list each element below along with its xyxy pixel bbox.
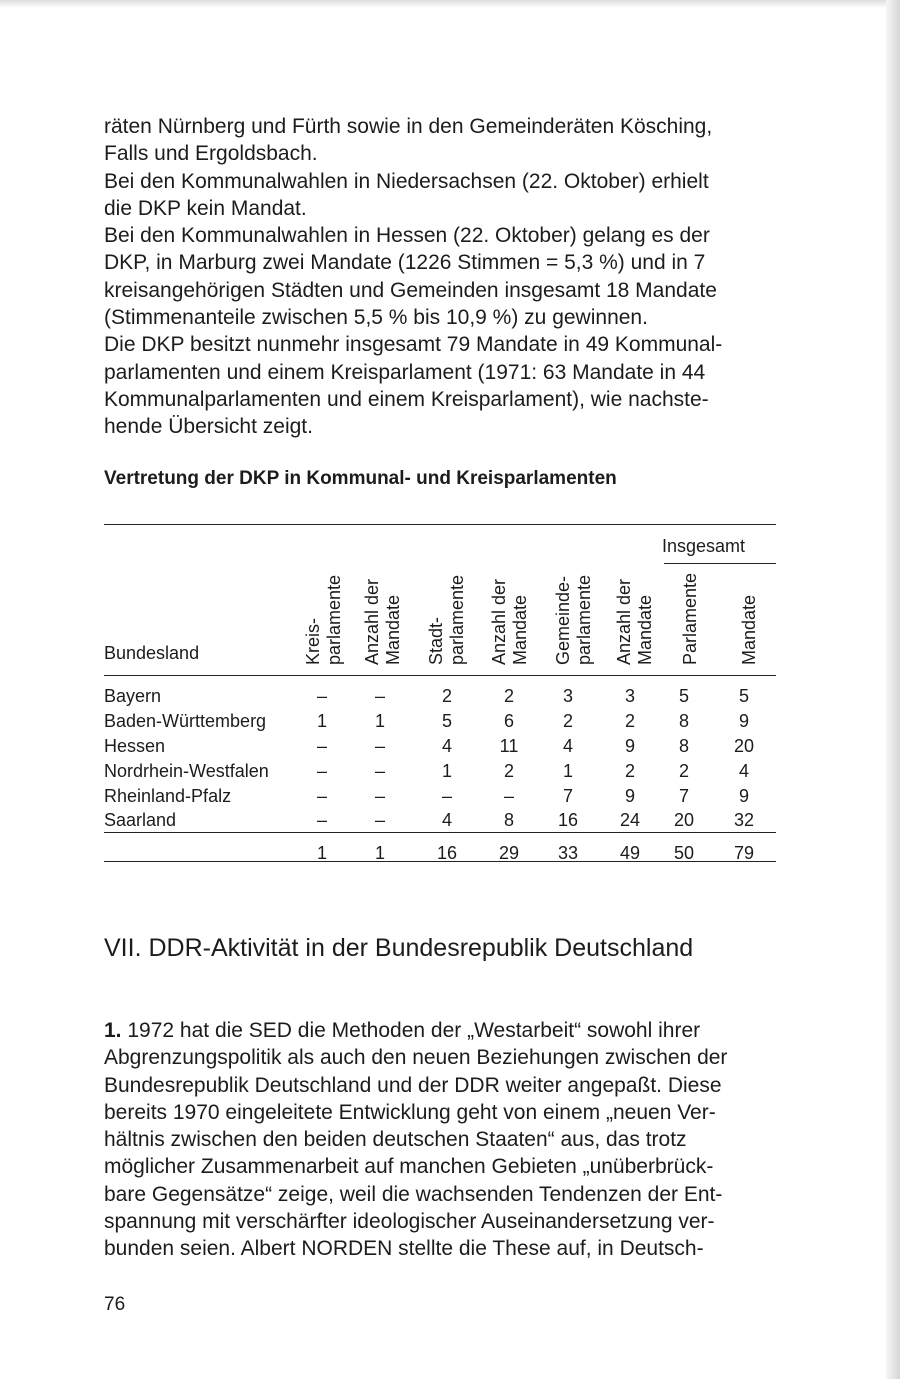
page-number: 76 — [104, 1294, 126, 1315]
section-1-line — [104, 1017, 776, 1044]
intro-line: hende Übersicht zeigt. — [104, 415, 313, 439]
table-cell: – — [374, 686, 385, 706]
table-total-cell: 29 — [498, 843, 520, 863]
table-cell: 3 — [562, 686, 573, 706]
group-header-rule — [664, 563, 776, 564]
table-total-cell: 16 — [436, 843, 458, 863]
col-header-line: Stadt- — [426, 616, 446, 665]
section-1-line: hältnis zwischen den beiden deutschen Staaten“ aus, das trotz — [104, 1128, 687, 1152]
col-header-line: Mandate — [383, 594, 403, 665]
intro-line: parlamenten und einem Kreisparlament (1971: 63 Mandate in 44 — [104, 360, 706, 384]
table-cell: 2 — [562, 711, 573, 731]
col-header-line: parlamente — [324, 574, 344, 665]
table-cell: – — [316, 736, 327, 756]
section-1-line: Abgrenzungspolitik als auch den neuen Beziehungen zwischen der — [104, 1046, 728, 1070]
table-cell: – — [316, 786, 327, 806]
table-cell: 9 — [738, 786, 749, 806]
section-1-line: bunden seien. Albert NORDEN stellte die These auf, in Deutsch- — [104, 1237, 704, 1261]
table-cell: – — [503, 786, 514, 806]
col-header-stadt-mandate — [489, 579, 531, 665]
table-cell: 5 — [738, 686, 749, 706]
table-cell: 9 — [738, 711, 749, 731]
table-cell: – — [374, 786, 385, 806]
table-row-bundesland: Nordrhein-Westfalen — [104, 761, 269, 781]
col-header-line: Mandate — [635, 594, 655, 665]
intro-line: Kommunalparlamenten und einem Kreisparlament), wie nachste- — [104, 387, 709, 411]
group-header-insgesamt: Insgesamt — [662, 536, 746, 556]
table-sum-rule — [104, 832, 776, 833]
intro-line: Falls und Ergoldsbach. — [104, 142, 318, 166]
table-cell: 4 — [441, 810, 452, 830]
intro-line: die DKP kein Mandat. — [104, 196, 307, 220]
col-header-gemeinde-mandate — [614, 579, 656, 665]
table-cell: 5 — [678, 686, 689, 706]
table-cell: 2 — [503, 686, 514, 706]
col-header-mandate-total — [739, 595, 760, 665]
table-total-cell: 1 — [374, 843, 385, 863]
table-total-cell: 33 — [557, 843, 579, 863]
table-cell: 8 — [678, 736, 689, 756]
section-1-paragraph — [104, 1017, 776, 1263]
table-cell: 2 — [503, 761, 514, 781]
chapter-heading: VII. DDR-Aktivität in der Bundesrepublik Deutschland — [104, 934, 694, 962]
section-1-line: Bundesrepublik Deutschland und der DDR weiter angepaßt. Diese — [104, 1073, 722, 1097]
table-cell: – — [316, 686, 327, 706]
table-row-bundesland: Bayern — [104, 686, 162, 706]
table-cell: 7 — [678, 786, 689, 806]
table-cell: 20 — [733, 736, 755, 756]
table-cell: 4 — [738, 761, 749, 781]
table-cell: 9 — [624, 786, 635, 806]
page-right-edge — [886, 0, 900, 1379]
col-header-line: Mandate — [739, 594, 759, 665]
table-cell: 8 — [503, 810, 514, 830]
table-cell: 9 — [624, 736, 635, 756]
table-total-cell: 50 — [673, 843, 695, 863]
table-row-bundesland: Baden-Württemberg — [104, 711, 267, 731]
intro-paragraph — [104, 113, 776, 441]
table-cell: 2 — [624, 711, 635, 731]
table-cell: 32 — [733, 810, 755, 830]
table-row-bundesland: Saarland — [104, 810, 177, 830]
col-header-line: Kreis- — [303, 617, 323, 665]
table-title: Vertretung der DKP in Kommunal- und Kreisparlamenten — [104, 468, 617, 489]
table-cell: 1 — [441, 761, 452, 781]
table-cell: 1 — [316, 711, 327, 731]
table-cell: 2 — [624, 761, 635, 781]
section-1-line: bereits 1970 eingeleitete Entwicklung geht von einem „neuen Ver- — [104, 1100, 716, 1124]
table-top-rule — [104, 524, 776, 525]
table-cell: – — [374, 810, 385, 830]
table-cell: 3 — [624, 686, 635, 706]
section-1-line: spannung mit verschärfter ideologischer Auseinandersetzung ver- — [104, 1210, 715, 1234]
intro-line: Die DKP besitzt nunmehr insgesamt 79 Mandate in 49 Kommunal- — [104, 333, 723, 357]
section-1-first-line-text: 1972 hat die SED die Methoden der „Westarbeit“ sowohl ihrer — [127, 1019, 701, 1042]
col-header-line: Anzahl der — [362, 578, 382, 665]
table-cell: 24 — [619, 810, 641, 830]
table-cell: 5 — [441, 711, 452, 731]
col-header-line: parlamente — [574, 574, 594, 665]
table-cell: – — [374, 761, 385, 781]
intro-line: DKP, in Marburg zwei Mandate (1226 Stimmen = 5,3 %) und in 7 — [104, 251, 706, 275]
section-1-line: möglicher Zusammenarbeit auf manchen Gebieten „unüberbrück- — [104, 1155, 714, 1179]
col-header-line: parlamente — [447, 574, 467, 665]
table-cell: 1 — [562, 761, 573, 781]
table-cell: – — [374, 736, 385, 756]
table-cell: 4 — [441, 736, 452, 756]
table-cell: 7 — [562, 786, 573, 806]
table-cell: 20 — [673, 810, 695, 830]
col-header-kreisparlamente — [303, 575, 345, 665]
table-cell: – — [316, 810, 327, 830]
table-cell: 6 — [503, 711, 514, 731]
intro-line: Bei den Kommunalwahlen in Niedersachsen (22. Oktober) erhielt — [104, 169, 709, 193]
intro-line: räten Nürnberg und Fürth sowie in den Gemeinderäten Kösching, — [104, 115, 713, 138]
table-total-cell: 1 — [316, 843, 327, 863]
table-total-cell: 49 — [619, 843, 641, 863]
table-bottom-rule — [104, 861, 776, 862]
table-cell: 2 — [441, 686, 452, 706]
intro-line: Bei den Kommunalwahlen in Hessen (22. Oktober) gelang es der — [104, 224, 710, 248]
col-header-line: Mandate — [510, 594, 530, 665]
col-header-gemeindeparlamente — [553, 575, 595, 665]
table-cell: – — [441, 786, 452, 806]
intro-line: kreisangehörigen Städten und Gemeinden insgesamt 18 Mandate — [104, 278, 717, 302]
col-header-line: Anzahl der — [489, 578, 509, 665]
table-cell: – — [316, 761, 327, 781]
col-header-parlamente-total — [680, 573, 701, 665]
col-header-line: Anzahl der — [614, 578, 634, 665]
section-number: 1. — [104, 1019, 122, 1042]
col-header-line: Parlamente — [680, 572, 700, 665]
section-1-line: bare Gegensätze“ zeige, weil die wachsenden Tendenzen der Ent- — [104, 1182, 723, 1206]
col-header-line: Gemeinde- — [553, 575, 573, 665]
table-cell: 2 — [678, 761, 689, 781]
col-header-bundesland: Bundesland — [104, 643, 200, 663]
table-cell: 16 — [557, 810, 579, 830]
table-cell: 11 — [499, 736, 519, 756]
table-cell: 4 — [562, 736, 573, 756]
table-header-rule — [104, 675, 776, 676]
table-total-cell: 79 — [733, 843, 755, 863]
table-cell: 1 — [374, 711, 385, 731]
col-header-stadtparlamente — [426, 575, 468, 665]
table-row-bundesland: Hessen — [104, 736, 166, 756]
table-row-bundesland: Rheinland-Pfalz — [104, 786, 232, 806]
page-top-shadow — [0, 0, 900, 8]
col-header-kreis-mandate — [362, 579, 404, 665]
table-cell: 8 — [678, 711, 689, 731]
intro-line: (Stimmenanteile zwischen 5,5 % bis 10,9 %) zu gewinnen. — [104, 306, 648, 330]
